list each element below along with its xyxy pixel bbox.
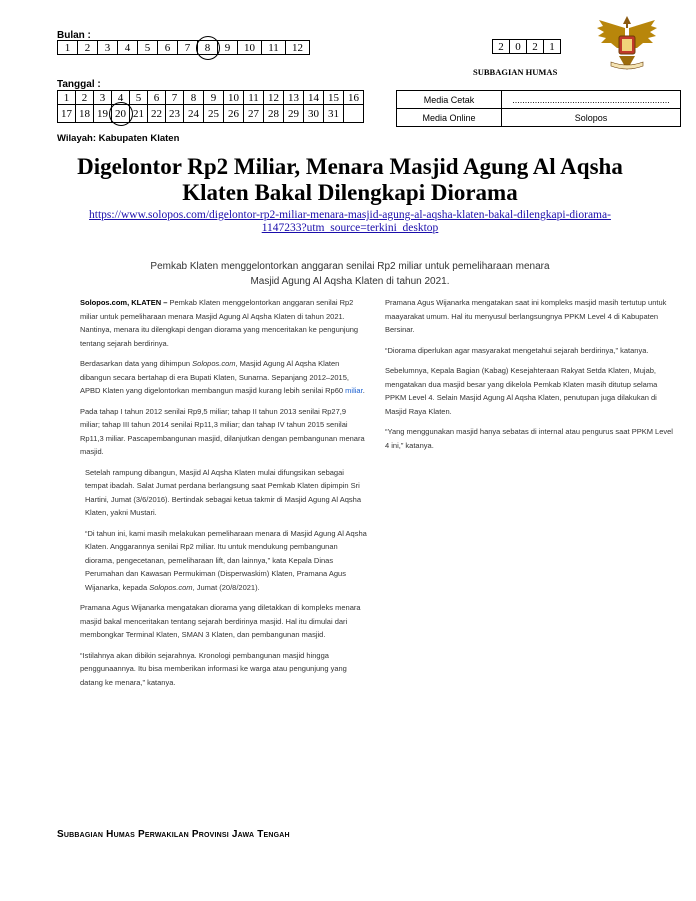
article-subtitle-line: Pemkab Klaten menggelontorkan anggaran senilai Rp2 miliar untuk pemeliharaan menara [150, 261, 550, 272]
date-cell: 30 [304, 105, 324, 123]
article-left-column [80, 296, 368, 696]
month-cell: 6 [158, 41, 178, 55]
date-cell: 12 [264, 91, 284, 105]
paragraph-text: . [362, 386, 365, 395]
month-row [58, 41, 310, 55]
month-cell: 7 [178, 41, 198, 55]
article-url-line: https://www.solopos.com/digelontor-rp2-miliar-menara-masjid-agung-al-aqsha-klaten-bakal-dilengkapi-diorama- [89, 209, 611, 221]
date-cell: 24 [184, 105, 204, 123]
date-cell: 10 [224, 91, 244, 105]
article-url-line: 1147233?utm_source=terkini_desktop [261, 222, 439, 234]
media-cetak-label: Media Cetak [397, 91, 502, 109]
paragraph: Setelah rampung dibangun, Masjid Al Aqsha Klaten mulai difungsikan sebagai tempat ibadah. Salat Jumat perdana berlangsung saat Pemkab Klaten dipimpin Sri Hartini, Jumat (3/6/2016). Bertindak sebagai ketua takmir di Masjid Agung Al Aqsha Klaten, yakni Mustari. [85, 467, 361, 517]
paragraph-text: , Jumat (20/8/2021). [192, 582, 260, 592]
date-row [58, 105, 364, 123]
paragraph: Pramana Agus Wijanarka mengatakan saat ini kompleks masjid masih tertutup untuk maayarakat umum. Hal itu menyusul berlangsungnya PPKM Level 4 di Kabupaten Bersinar. [385, 298, 667, 334]
year-digit: 1 [544, 40, 561, 54]
date-grid [57, 90, 364, 123]
paragraph-text: “Di tahun ini, kami masih melakukan pemeliharaan menara di Masjid Agung Al Aqsha Klaten. Anggarannya senilai Rp2 miliar. Itu untuk mendukung pembangunan diorama, pengecetanan, pemeliharaan lift, dan lainnya,” kata Kepala Dinas Perumahan dan Kawasan Permukiman (Disperwaskim) Klaten, Pramana Agus Wijanarka, kepada [85, 528, 367, 592]
date-cell: 25 [204, 105, 224, 123]
month-cell: 11 [262, 41, 286, 55]
paragraph: Sebelumnya, Kepala Bagian (Kabag) Kesejahteraan Rakyat Setda Klaten, Mujab, mengatakan dua masjid besar yang dikelola Pemkab Klaten masih ditutup selama PPKM Level 4. Selain Masjid Agung Al Aqsha Klaten, penutupan juga dilakukan di Masjid Raya Klaten. [385, 366, 658, 416]
date-cell: 28 [264, 105, 284, 123]
year-grid [492, 39, 561, 54]
paragraph [80, 296, 368, 350]
article-subtitle-line: Masjid Agung Al Aqsha Klaten di tahun 2021. [250, 276, 450, 287]
paragraph: “Istilahnya akan dibikin sejarahnya. Kronologi pembangunan masjid hingga penggunaannya. Itu bisa memberikan informasi ke warga atau pengunjung yang datang ke menara,” katanya. [80, 650, 347, 687]
media-online-value: Solopos [502, 109, 681, 127]
dateline: Solopos.com, KLATEN – [80, 298, 168, 307]
date-cell: 29 [284, 105, 304, 123]
date-cell: 17 [58, 105, 76, 123]
month-cell: 2 [78, 41, 98, 55]
footer-text: Subbagian Humas Perwakilan Provinsi Jawa Tengah [57, 829, 290, 840]
article-subtitle [120, 259, 580, 289]
wilayah-label: Wilayah: Kabupaten Klaten [57, 133, 180, 144]
paragraph: Pada tahap I tahun 2012 senilai Rp9,5 miliar; tahap II tahun 2013 senilai Rp27,9 miliar; tahap III tahun 2014 senilai Rp11,3 miliar; dan tahap IV tahun 2015 senilai Rp11,3 miliar. Pascapembangunan masjid, dilanjutkan dengan pembangunan menara masjid. [80, 406, 365, 456]
date-cell: 27 [244, 105, 264, 123]
article-url-link[interactable] [60, 209, 640, 235]
article-title-line: Digelontor Rp2 Miliar, Menara Masjid Agung Al Aqsha [77, 154, 623, 179]
media-table [396, 90, 681, 127]
date-cell: 31 [324, 105, 344, 123]
date-cell: 7 [166, 91, 184, 105]
date-cell: 2 [76, 91, 94, 105]
subbagian-humas-label: SUBBAGIAN HUMAS [473, 67, 558, 77]
date-cell: 9 [204, 91, 224, 105]
media-cetak-value: ............................................................... [502, 91, 681, 109]
date-cell: 8 [184, 91, 204, 105]
article-right-column [385, 296, 675, 459]
emphasis-text: Solopos.com [149, 582, 193, 592]
garuda-emblem-icon [595, 12, 659, 74]
date-cell-selected: 20 [112, 105, 130, 123]
date-cell: 13 [284, 91, 304, 105]
year-digit: 0 [510, 40, 527, 54]
date-cell: 5 [130, 91, 148, 105]
month-cell: 5 [138, 41, 158, 55]
media-online-label: Media Online [397, 109, 502, 127]
miliar-link[interactable]: miliar [345, 386, 363, 395]
date-cell: 19 [94, 105, 112, 123]
month-cell-selected: 8 [198, 41, 218, 55]
date-cell: 16 [344, 91, 364, 105]
month-cell: 1 [58, 41, 78, 55]
date-row [58, 91, 364, 105]
paragraph [80, 357, 368, 398]
date-cell: 11 [244, 91, 264, 105]
date-cell: 3 [94, 91, 112, 105]
paragraph: Pramana Agus Wijanarka mengatakan diorama yang diletakkan di kompleks menara masjid bakal menceritakan tentang sejarah berdirinya masjid. Hal itu dimulai dari membongkar Terminal Klaten, SMAN 3 Klaten, dan pembangunan masjid. [80, 603, 361, 639]
date-cell: 14 [304, 91, 324, 105]
date-cell: 22 [148, 105, 166, 123]
year-digit: 2 [493, 40, 510, 54]
month-cell: 12 [286, 41, 310, 55]
date-cell: 26 [224, 105, 244, 123]
article-title [40, 154, 660, 206]
paragraph: “Yang menggunakan masjid hanya sebatas di internal atau pengurus saat PPKM Level 4 ini,” katanya. [385, 427, 673, 450]
year-digit: 2 [527, 40, 544, 54]
date-cell: 23 [166, 105, 184, 123]
month-cell: 4 [118, 41, 138, 55]
date-cell: 4 [112, 91, 130, 105]
month-cell: 9 [218, 41, 238, 55]
paragraph [85, 527, 368, 595]
date-cell: 1 [58, 91, 76, 105]
article-title-line: Klaten Bakal Dilengkapi Diorama [182, 180, 518, 205]
month-grid [57, 40, 310, 55]
date-cell: 18 [76, 105, 94, 123]
paragraph-text: Pemkab Klaten menggelontorkan anggaran senilai Rp2 miliar untuk pemeliharaan menara Masjid Agung Al Aqsha Klaten di tahun 2021. Nantinya, menara itu dilengkapi dengan diorama yang menceritakan ke pengunjung tentang sejarah berdirinya. [80, 298, 359, 348]
paragraph: “Diorama diperlukan agar masyarakat mengetahui sejarah berdirinya,” katanya. [385, 345, 649, 355]
month-cell: 10 [238, 41, 262, 55]
month-cell: 3 [98, 41, 118, 55]
bulan-label: Bulan : [57, 30, 91, 41]
date-cell: 15 [324, 91, 344, 105]
paragraph-text: Berdasarkan data yang dihimpun [80, 359, 193, 368]
date-cell: 21 [130, 105, 148, 123]
date-cell: 6 [148, 91, 166, 105]
tanggal-label: Tanggal : [57, 79, 101, 90]
date-cell-empty [344, 105, 364, 123]
paragraph-text: , Masjid Agung Al Aqsha Klaten dibangun secara bertahap di era Bupati Klaten, Sunarna. Sepanjang 2012–2015, APBD Klaten yang digelontorkan membangun masjid kurang lebih senilai Rp60 [80, 359, 349, 395]
emphasis-text: Solopos.com [192, 359, 236, 368]
